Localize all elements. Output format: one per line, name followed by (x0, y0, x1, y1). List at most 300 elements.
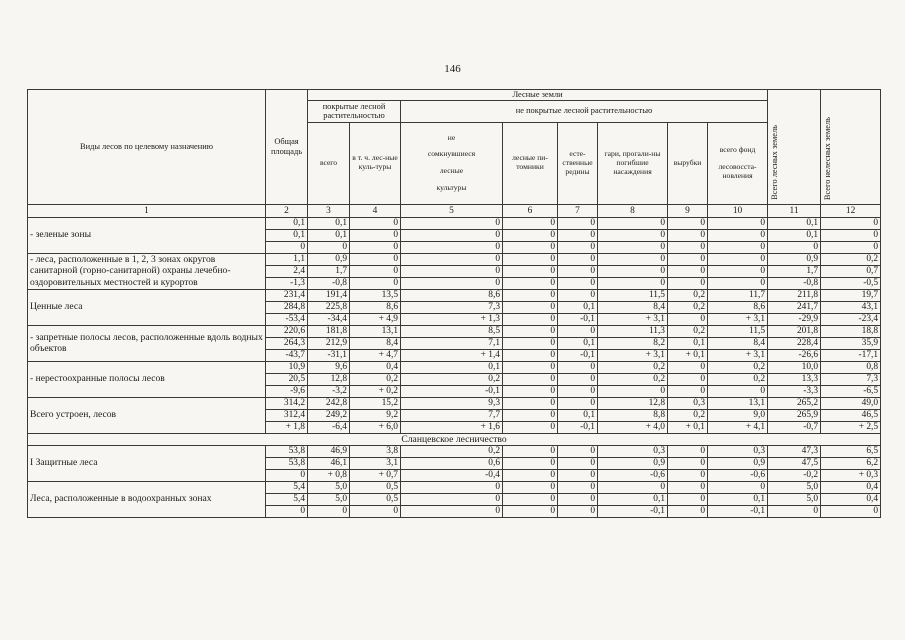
table-cell: 228,4 (768, 337, 821, 349)
header-unclosed (401, 122, 503, 204)
table-row (28, 445, 881, 457)
table-cell: 53,8 (266, 445, 308, 457)
column-number: 4 (350, 204, 401, 217)
table-cell: 8,4 (598, 301, 668, 313)
header-fund-l2: лесовосста-новления (718, 161, 757, 180)
table-cell: 314,2 (266, 397, 308, 409)
table-cell: 181,8 (308, 325, 350, 337)
table-cell: 225,8 (308, 301, 350, 313)
table-cell: 1,1 (266, 253, 308, 265)
table-cell: 0 (708, 385, 768, 397)
column-number: 10 (708, 204, 768, 217)
table-cell: 0 (401, 241, 503, 253)
table-row (28, 481, 881, 493)
table-cell: 0 (503, 301, 558, 313)
table-cell: 0,9 (308, 253, 350, 265)
table-cell: 0 (350, 253, 401, 265)
header-covered: покрытые лесной растительностью (308, 100, 401, 122)
table-cell: 7,7 (401, 409, 503, 421)
table-cell: + 0,1 (668, 349, 708, 361)
column-number: 11 (768, 204, 821, 217)
table-cell: 13,5 (350, 289, 401, 301)
table-cell: + 0,2 (350, 385, 401, 397)
table-cell: 11,3 (598, 325, 668, 337)
table-cell: 265,9 (768, 409, 821, 421)
table-cell: 7,3 (401, 301, 503, 313)
table-cell: 0 (401, 277, 503, 289)
table-cell: 1,7 (308, 265, 350, 277)
column-number: 3 (308, 204, 350, 217)
table-cell: 7,3 (821, 373, 881, 385)
table-cell: 242,8 (308, 397, 350, 409)
table-cell: 20,5 (266, 373, 308, 385)
table-cell: 8,4 (708, 337, 768, 349)
table-cell: 249,2 (308, 409, 350, 421)
table-row (28, 253, 881, 265)
table-cell: 12,8 (598, 397, 668, 409)
table-cell: 0,1 (708, 493, 768, 505)
table-cell: 0 (598, 265, 668, 277)
table-cell: 0,1 (308, 229, 350, 241)
table-cell: 0,4 (821, 493, 881, 505)
table-cell: 0,2 (668, 289, 708, 301)
table-cell: 5,0 (308, 481, 350, 493)
table-cell: 0 (350, 265, 401, 277)
table-cell: + 1,4 (401, 349, 503, 361)
table-cell: 0 (503, 493, 558, 505)
table-cell: 47,3 (768, 445, 821, 457)
table-cell: 0 (821, 229, 881, 241)
table-cell: 53,8 (266, 457, 308, 469)
header-unclosed-l2: сомкнувшиеся (427, 149, 476, 159)
column-number: 1 (28, 204, 266, 217)
table-cell: 0,2 (401, 445, 503, 457)
table-cell: 0,1 (266, 229, 308, 241)
table-cell: 0 (350, 241, 401, 253)
table-cell: 5,4 (266, 481, 308, 493)
table-cell: 0 (668, 457, 708, 469)
table-cell: 0 (558, 469, 598, 481)
table-cell: 13,1 (708, 397, 768, 409)
table-cell: 0 (558, 493, 598, 505)
table-cell: -3,3 (768, 385, 821, 397)
table-cell: 0 (558, 241, 598, 253)
table-cell: -0,8 (768, 277, 821, 289)
table-cell: 0 (558, 385, 598, 397)
header-total-forest-cell (768, 90, 821, 205)
header-nurseries: лесные пи-томники (503, 122, 558, 204)
table-cell: 11,7 (708, 289, 768, 301)
table-cell: 0,7 (821, 265, 881, 277)
table-cell: + 1,6 (401, 421, 503, 433)
table-row (28, 325, 881, 337)
table-cell: 6,5 (821, 445, 881, 457)
table-cell: -23,4 (821, 313, 881, 325)
table-cell: 9,0 (708, 409, 768, 421)
table-cell: 0 (598, 481, 668, 493)
section-title: Сланцевское лесничество (28, 433, 881, 445)
table-cell: 0,2 (668, 325, 708, 337)
table-cell: 13,3 (768, 373, 821, 385)
table-cell: 0,3 (668, 397, 708, 409)
header-natural: есте-ственные редины (558, 122, 598, 204)
table-cell: 6,2 (821, 457, 881, 469)
table-cell: 312,4 (266, 409, 308, 421)
table-cell: 0 (708, 253, 768, 265)
table-cell: 0,1 (558, 337, 598, 349)
table-cell: + 4,1 (708, 421, 768, 433)
table-cell: 0,9 (708, 457, 768, 469)
table-cell: 0 (558, 505, 598, 517)
table-cell: 0 (821, 217, 881, 229)
table-cell: 0 (708, 265, 768, 277)
header-unclosed-l1: не (447, 132, 456, 142)
table-cell: -3,2 (308, 385, 350, 397)
table-row (28, 217, 881, 229)
table-cell: + 4,7 (350, 349, 401, 361)
table-cell: 0 (350, 277, 401, 289)
header-not-covered: не покрытые лесной растительностью (401, 100, 768, 122)
table-cell: 0 (668, 277, 708, 289)
table-cell: 0 (668, 253, 708, 265)
table-cell: 284,8 (266, 301, 308, 313)
table-cell: -0,1 (401, 385, 503, 397)
header-fund (708, 122, 768, 204)
table-cell: 3,1 (350, 457, 401, 469)
table-cell: 231,4 (266, 289, 308, 301)
table-cell: -0,1 (558, 421, 598, 433)
table-cell: 265,2 (768, 397, 821, 409)
table-cell: 211,8 (768, 289, 821, 301)
table-cell: 0 (266, 469, 308, 481)
table-cell: 0,1 (598, 493, 668, 505)
table-cell: 0 (503, 337, 558, 349)
table-cell: 0 (503, 397, 558, 409)
table-cell: 9,6 (308, 361, 350, 373)
table-cell: 8,4 (350, 337, 401, 349)
table-cell: 0,1 (401, 361, 503, 373)
table-cell: 0 (503, 253, 558, 265)
table-cell: 0,1 (668, 337, 708, 349)
table-cell: 0 (708, 481, 768, 493)
table-cell: + 0,8 (308, 469, 350, 481)
table-cell: 0 (503, 385, 558, 397)
table-cell: 0,1 (768, 217, 821, 229)
table-cell: 0 (558, 325, 598, 337)
table-cell: + 0,7 (350, 469, 401, 481)
table-cell: 191,4 (308, 289, 350, 301)
table-cell: 0 (558, 445, 598, 457)
table-cell: 0 (598, 229, 668, 241)
header-total-forest: Всего лесных земель (770, 124, 780, 200)
table-cell: 0 (668, 469, 708, 481)
table-row (28, 289, 881, 301)
table-cell: 0 (668, 265, 708, 277)
table-cell: -17,1 (821, 349, 881, 361)
table-cell: -26,6 (768, 349, 821, 361)
table-cell: 0 (708, 277, 768, 289)
table-cell: 0,2 (401, 373, 503, 385)
table-cell: 8,6 (401, 289, 503, 301)
header-non-forest-cell (821, 90, 881, 205)
table-cell: + 0,3 (821, 469, 881, 481)
table-cell: 0 (768, 505, 821, 517)
table-cell: 0 (350, 229, 401, 241)
table-cell: 0,8 (821, 361, 881, 373)
table-cell: 0 (503, 457, 558, 469)
table-cell: 0 (503, 289, 558, 301)
table-cell: 0 (598, 385, 668, 397)
header-cultures: в т. ч. лес-ные куль-туры (350, 122, 401, 204)
table-cell: 12,8 (308, 373, 350, 385)
row-group-label: - запретные полосы лесов, расположенные вдоль водных объектов (28, 325, 266, 361)
table-cell: 0 (558, 397, 598, 409)
table-cell: 9,3 (401, 397, 503, 409)
table-cell: + 0,1 (668, 421, 708, 433)
table-cell: -0,8 (308, 277, 350, 289)
table-cell: 0,9 (598, 457, 668, 469)
table-cell: -0,1 (558, 349, 598, 361)
table-cell: 0,4 (821, 481, 881, 493)
table-cell: + 3,1 (708, 313, 768, 325)
header-kind: Виды лесов по целевому назначению (28, 90, 266, 205)
table-cell: -9,6 (266, 385, 308, 397)
table-cell: 46,9 (308, 445, 350, 457)
table-cell: 0 (558, 361, 598, 373)
table-cell: 49,0 (821, 397, 881, 409)
table-cell: 0,4 (350, 361, 401, 373)
table-cell: 0,2 (668, 301, 708, 313)
table-cell: 0 (503, 409, 558, 421)
table-cell: 0 (668, 373, 708, 385)
table-cell: 0,2 (708, 361, 768, 373)
table-cell: + 6,0 (350, 421, 401, 433)
table-cell: 0 (668, 493, 708, 505)
table-row (28, 361, 881, 373)
table-cell: 0 (503, 361, 558, 373)
table-cell: 8,6 (708, 301, 768, 313)
column-number: 2 (266, 204, 308, 217)
table-cell: 0 (558, 481, 598, 493)
table-cell: 0 (668, 505, 708, 517)
table-row (28, 397, 881, 409)
table-cell: 0 (668, 241, 708, 253)
table-cell: 0,1 (768, 229, 821, 241)
header-clearings: вырубки (668, 122, 708, 204)
table-cell: 0 (668, 229, 708, 241)
table-cell: 0 (598, 253, 668, 265)
table-cell: 0 (708, 217, 768, 229)
table-cell: -0,1 (708, 505, 768, 517)
table-cell: 0 (308, 241, 350, 253)
header-all: всего (308, 122, 350, 204)
row-group-label: Леса, расположенные в водоохранных зонах (28, 481, 266, 517)
table-cell: 0 (668, 313, 708, 325)
table-cell: + 2,5 (821, 421, 881, 433)
table-cell: 0,3 (708, 445, 768, 457)
table-cell: + 1,3 (401, 313, 503, 325)
table-cell: 19,7 (821, 289, 881, 301)
table-cell: 241,7 (768, 301, 821, 313)
table-cell: 0 (266, 241, 308, 253)
table-cell: 0 (558, 253, 598, 265)
table-cell: 0 (598, 277, 668, 289)
table-cell: 0 (503, 349, 558, 361)
table-cell: -0,1 (598, 505, 668, 517)
table-cell: 0 (401, 253, 503, 265)
table-cell: 0 (558, 217, 598, 229)
table-cell: 0 (503, 241, 558, 253)
table-cell: -34,4 (308, 313, 350, 325)
table-cell: 0 (401, 217, 503, 229)
table-cell: 0 (503, 229, 558, 241)
table-cell: -43,7 (266, 349, 308, 361)
table-cell: 220,6 (266, 325, 308, 337)
table-cell: 13,1 (350, 325, 401, 337)
header-unclosed-l3: лесные (439, 166, 464, 176)
table-cell: 0 (401, 481, 503, 493)
table-cell: -53,4 (266, 313, 308, 325)
table-cell: -0,6 (598, 469, 668, 481)
table-cell: 0 (668, 361, 708, 373)
table-cell: 201,8 (768, 325, 821, 337)
table-cell: 0 (821, 505, 881, 517)
table-cell: 8,6 (350, 301, 401, 313)
column-number: 5 (401, 204, 503, 217)
table-cell: 0 (668, 481, 708, 493)
table-cell: 5,4 (266, 493, 308, 505)
table-cell: 7,1 (401, 337, 503, 349)
table-cell: + 3,1 (598, 313, 668, 325)
table-cell: 0 (503, 313, 558, 325)
table-cell: 0 (668, 385, 708, 397)
table-cell: 0 (401, 229, 503, 241)
table-cell: + 4,9 (350, 313, 401, 325)
table-cell: 0 (350, 505, 401, 517)
table-cell: 8,2 (598, 337, 668, 349)
table-cell: -0,7 (768, 421, 821, 433)
forest-lands-table (27, 89, 881, 518)
table-cell: 8,8 (598, 409, 668, 421)
table-cell: 0 (558, 265, 598, 277)
table-cell: 0 (503, 217, 558, 229)
row-group-label: - нерестоохранные полосы лесов (28, 361, 266, 397)
header-fund-l1: всего фонд (719, 145, 756, 155)
table-cell: -1,3 (266, 277, 308, 289)
header-total-area: Общая площадь (266, 90, 308, 205)
table-cell: 0,2 (350, 373, 401, 385)
table-cell: 5,0 (768, 493, 821, 505)
table-cell: 0 (598, 217, 668, 229)
table-cell: -6,5 (821, 385, 881, 397)
row-group-label: Всего устроен, лесов (28, 397, 266, 433)
table-cell: 0 (558, 289, 598, 301)
table-cell: 3,8 (350, 445, 401, 457)
column-number: 6 (503, 204, 558, 217)
table-cell: 0,5 (350, 481, 401, 493)
row-group-label: I Защитные леса (28, 445, 266, 481)
column-number: 9 (668, 204, 708, 217)
table-cell: 0 (401, 505, 503, 517)
table-cell: + 1,8 (266, 421, 308, 433)
table-cell: + 4,0 (598, 421, 668, 433)
table-cell: -31,1 (308, 349, 350, 361)
table-cell: 0 (503, 505, 558, 517)
table-cell: 0,1 (266, 217, 308, 229)
table-cell: 46,1 (308, 457, 350, 469)
table-cell: 0 (308, 505, 350, 517)
table-cell: 0 (266, 505, 308, 517)
table-cell: 212,9 (308, 337, 350, 349)
page-number: 146 (444, 63, 461, 75)
table-cell: 18,8 (821, 325, 881, 337)
table-cell: 0 (503, 481, 558, 493)
table-cell: 0,2 (821, 253, 881, 265)
table-cell: -0,2 (768, 469, 821, 481)
header-burnt: гари, прогали-ны погибшие насаждения (598, 122, 668, 204)
table-cell: 0 (401, 493, 503, 505)
table-cell: 0,1 (308, 217, 350, 229)
table-cell: 0,2 (668, 409, 708, 421)
table-cell: -6,4 (308, 421, 350, 433)
table-cell: 0,5 (350, 493, 401, 505)
table-cell: 0 (503, 325, 558, 337)
header-non-forest: Всего нелесных земель (823, 116, 833, 200)
column-number: 12 (821, 204, 881, 217)
table-cell: 5,0 (768, 481, 821, 493)
table-cell: 8,5 (401, 325, 503, 337)
header-unclosed-l4: культуры (436, 182, 467, 192)
table-cell: 0 (558, 457, 598, 469)
table-cell: 0 (708, 241, 768, 253)
table-cell: 0 (503, 469, 558, 481)
table-cell: 15,2 (350, 397, 401, 409)
table-cell: -0,1 (558, 313, 598, 325)
table-cell: 0 (503, 421, 558, 433)
header-forest-lands: Лесные земли (308, 90, 768, 101)
table-cell: -0,6 (708, 469, 768, 481)
column-number: 7 (558, 204, 598, 217)
section-row (28, 433, 881, 445)
table-cell: 0,9 (768, 253, 821, 265)
table-cell: + 3,1 (598, 349, 668, 361)
table-cell: 0 (558, 373, 598, 385)
table-cell: 0 (598, 241, 668, 253)
table-cell: -29,9 (768, 313, 821, 325)
column-number: 8 (598, 204, 668, 217)
table-cell: 0,1 (558, 409, 598, 421)
table-cell: 0 (668, 445, 708, 457)
row-group-label: - леса, расположенные в 1, 2, 3 зонах округов санитарной (горно-санитарной) охраны лечебно-оздоровительных местностей и курортов (28, 253, 266, 289)
table-cell: 0 (503, 265, 558, 277)
table-cell: 264,3 (266, 337, 308, 349)
table-cell: 0,3 (598, 445, 668, 457)
table-cell: 10,0 (768, 361, 821, 373)
table-cell: 0,2 (708, 373, 768, 385)
table-cell: 0 (503, 445, 558, 457)
table-cell: 35,9 (821, 337, 881, 349)
table-cell: 0 (768, 241, 821, 253)
table-cell: -0,4 (401, 469, 503, 481)
table-cell: 0,2 (598, 373, 668, 385)
table-cell: 47,5 (768, 457, 821, 469)
table-cell: 5,0 (308, 493, 350, 505)
table-cell: 46,5 (821, 409, 881, 421)
table-cell: 10,9 (266, 361, 308, 373)
table-cell: 2,4 (266, 265, 308, 277)
table-cell: 0 (558, 277, 598, 289)
table-cell: 0 (350, 217, 401, 229)
